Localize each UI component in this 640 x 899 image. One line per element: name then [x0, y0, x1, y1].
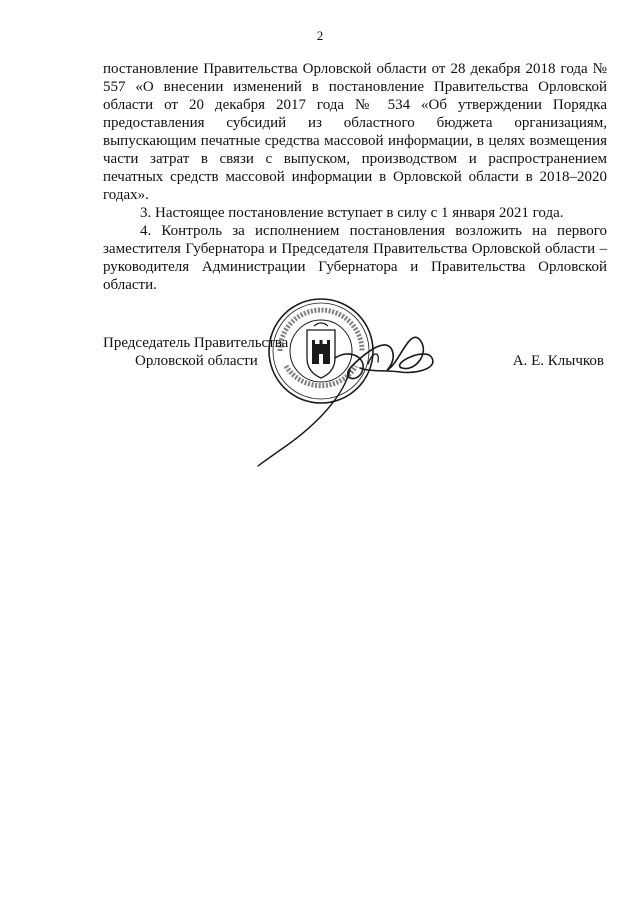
paragraph-3: 3. Настоящее постановление вступает в силу с 1 января 2021 года. [140, 205, 564, 221]
handwritten-signature [240, 310, 450, 470]
paragraph-continuation: постановление Правительства Орловской области от 28 декабря 2018 года № 557 «О внесении изменений в постановление Правительства Орловской области от 20 декабря 2017 года № 534 «Об утверждении Порядка предоставления субсидий из областного бюджета организациям, выпускающим печатные средства массовой информации, в целях возмещения части затрат в связи с выпуском, производством и распространением печатных средств массовой информации в Орловской области в 2018–2020 годах». [103, 61, 607, 203]
signatory-title-line2: Орловской области [135, 353, 258, 369]
document-body [103, 60, 607, 294]
signatory-name: А. Е. Клычков [512, 353, 604, 369]
signatory-title-line1: Председатель Правительства [103, 335, 289, 351]
paragraph-4: 4. Контроль за исполнением постановления возложить на первого заместителя Губернатора и Председателя Правительства Орловской области – руководителя Администрации Губернатора и Правительства Орловской области. [103, 223, 607, 293]
page-number: 2 [316, 28, 324, 43]
